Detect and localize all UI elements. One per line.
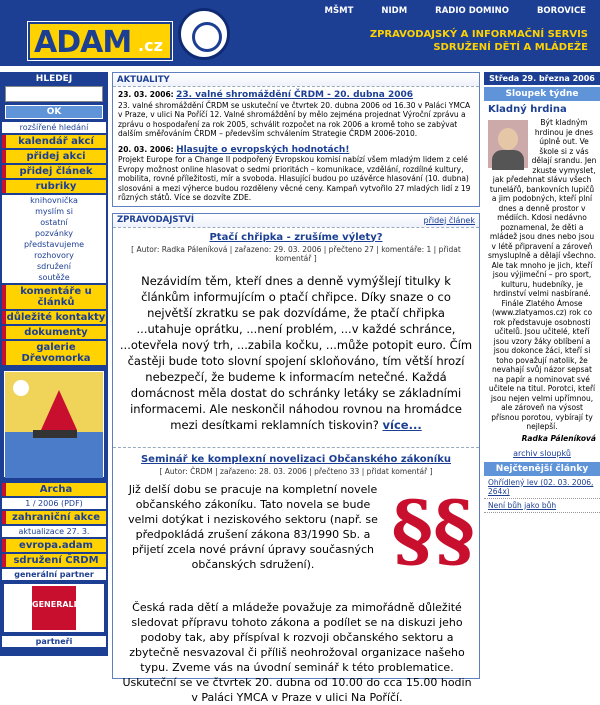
article-title[interactable]: Seminář ke komplexní novelizaci Občanského zákoníku — [140, 453, 451, 465]
news-box — [112, 72, 480, 207]
add-article-link[interactable]: přidej článek — [2, 165, 106, 178]
archa-cover-image[interactable] — [4, 371, 104, 477]
news-text: Projekt Europe for a Change II podpořený Evropskou komisí nabízí všem mladým lidem z celé Evropy možnost online hlasovat o sedmi prioritách – komunikace, vzdělání, rozdílné kultury, mobilita, rovné příležitosti, mír a svoboda. Hlasující budou po uzávěrce hlasování (10. dubna) slosováni a mezi výherce budou rozděleny věcné ceny. Kampaň vytvořilo 27 mladých lidí z 19 různých států. Více se dozvíte ZDE. — [118, 155, 471, 202]
sun-icon — [13, 380, 29, 396]
top-navigation — [325, 6, 586, 16]
logo-text: ADAM — [34, 25, 132, 60]
article-title[interactable]: Ptačí chřipka - zrušíme výlety? — [209, 231, 383, 243]
page-header — [0, 0, 600, 66]
partner-label: generální partner — [2, 569, 106, 580]
read-more-link[interactable]: více... — [382, 417, 422, 432]
article-body — [113, 265, 479, 441]
boat-icon — [33, 430, 77, 438]
sail-icon — [41, 390, 77, 430]
column-header: Sloupek týdne — [484, 87, 600, 101]
nav-borovice[interactable]: BOROVICE — [536, 6, 586, 16]
rubrika-item[interactable]: sdružení — [2, 261, 106, 272]
foreign-events-link[interactable]: zahraniční akce — [2, 511, 106, 524]
documents-link[interactable]: dokumenty — [2, 326, 106, 339]
news-date: 23. 03. 2006: — [118, 90, 174, 99]
news-headline[interactable]: 23. valné shromáždění ČRDM - 20. dubna 2006 — [176, 90, 414, 100]
search-label: HLEDEJ — [35, 74, 73, 84]
news-text: 23. valné shromáždění ČRDM se uskuteční ve čtvrtek 20. dubna 2006 od 16.30 v Paláci YMCA v Praze, v ulici Na Poříčí 12. Valné shromáždění by mělo zejména projednat Výroční zprávu a zprávu o hospodaření za rok 2005, schválit rozpočet na rok 2006 a kromě toho se zabývat dalším směřováním ČRDM – především schválením Strategie ČRDM 2006-2010. — [118, 100, 471, 138]
advanced-search-link[interactable]: rozšířené hledání — [2, 122, 106, 133]
column-author: Radka Páleníková — [521, 433, 596, 443]
column-text: Být kladným hrdinou je dnes úplně out. Ve škole si z vás dělají srandu. Jen zkuste vymyslet, jak předehnat slávu všech tunelářů, bankovních lupičů a jim podobných, kteří plní dnes a denně prostor v médiích. Kdosi nedávno poznamenal, že děti a mládež jsou dnes nebo jsou v létě připravení a zároveň smysluplně a dělají všechno. Ale tak mnoho je jich, kteří jsou výjimeční – pro sport, kulturu, hudebníky, je hrdinství velmi nasbírané. Finále Zlatého Ámose (www.zlatyamos.cz) rok co rok představuje osobnosti učitelů. Jsou učitelé, kteří jsou vzory žáky oblíbení a jsou dokonce žáci, kteří si toho považují natolik, že nevahají svůj názor sepsat na papír a nominovat své učitele na titul. Porotci, kteří jsou nejen velmi upřímnou, ale zároveň na výsost přísnou porotou, vybírají ty nejlepší. — [487, 118, 597, 431]
nav-radio-domino[interactable]: RADIO DOMINO — [435, 6, 509, 16]
author-photo — [488, 120, 528, 168]
news-date: 20. 03. 2006: — [118, 144, 174, 154]
right-sidebar — [484, 72, 600, 656]
articles-box — [112, 213, 480, 704]
rubrika-item[interactable]: myslím si — [2, 206, 106, 217]
site-tagline: ZPRAVODAJSKÝ A INFORMAČNÍ SERVIS SDRUŽENÍ DĚTÍ A MLÁDEŽE — [369, 29, 588, 53]
crdm-link[interactable]: sdružení ČRDM — [2, 554, 106, 567]
contacts-link[interactable]: důležité kontakty — [2, 311, 106, 324]
rubrika-item[interactable]: představujeme — [2, 239, 106, 250]
add-event-link[interactable]: přidej akci — [2, 150, 106, 163]
rubriky-header: rubriky — [2, 180, 106, 193]
column-title: Kladný hrdina — [488, 104, 567, 115]
article-text: Česká rada dětí a mládeže považuje za mimořádně důležité sledovat přípravu tohoto zákona a podílet se na diskuzi jeho podoby tak, aby příspíval k rozvoji občanského sektoru a zbytečně nesvazoval či příliš neohrožoval organizace našeho typu. Zveme vás na úvodní seminář k této problematice. Uskuteční se ve čtvrtek 20. dubna od 10.00 do cca 15.00 hodin v Paláci YMCA v Praze v ulici Na Poříčí. — [122, 600, 472, 704]
logo-tld: .cz — [138, 36, 163, 55]
nav-msmt[interactable]: MŠMT — [324, 6, 354, 16]
articles-title: ZPRAVODAJSTVÍ — [117, 215, 195, 225]
news-item — [113, 87, 479, 142]
news-title: AKTUALITY — [117, 74, 170, 85]
most-read-item[interactable]: Ohřídlený lev (02. 03. 2006, 264x) — [488, 477, 594, 496]
search-input[interactable] — [5, 86, 103, 102]
archa-header: Archa — [2, 483, 106, 496]
most-read-item[interactable]: Není bůh jako bůh — [488, 500, 557, 510]
current-date: Středa 29. března 2006 — [484, 72, 600, 85]
rubrika-item[interactable]: pozvánky — [2, 228, 106, 239]
article-meta: [ Autor: ČRDM | zařazeno: 28. 03. 2006 | přečteno 33 | přidat komentář ] — [159, 466, 433, 476]
rubrika-item[interactable]: rozhovory — [2, 250, 106, 261]
article-meta: [ Autor: Radka Páleníková | zařazeno: 29. 03. 2006 | přečteno 27 | komentáře: 1 | přidat komentář ] — [131, 244, 461, 263]
generali-logo[interactable] — [4, 584, 104, 632]
article-text: Nezávidím těm, kteří dnes a denně vymýšlejí titulky k článkům informujícím o ptačí chřipce. Díky snaze o co největší zkratku se pak dozvídáme, že ptačí chřipka ...utahuje oprátku, ...není problém, ...v každé schránce, ...otevřela nový trh, ...zabila kočku, ...může potopit euro. Čím častěji bude toto slovní spojení skloňováno, tím větší hrozí nebezpečí, že budeme k informacím netečné. Každá domácnost měla dostat do schránky letáky se základními informacemi. Ale neskončil náhodou rovnou na hromádce mezi desítkami reklamních tiskovin? — [119, 273, 473, 432]
comments-link[interactable]: komentáře u článků — [2, 285, 106, 309]
archa-pdf-link[interactable]: 1 / 2006 (PDF) — [2, 498, 106, 509]
news-headline[interactable]: Hlasujte o evropských hodnotách! — [176, 144, 350, 155]
adam-logo[interactable] — [28, 22, 172, 60]
most-read-header: Nejčtenější články — [484, 462, 600, 476]
sea-shape — [5, 432, 103, 478]
search-ok-button[interactable]: OK — [5, 105, 103, 119]
main-content — [112, 72, 480, 704]
column-archive-link[interactable]: archiv sloupků — [513, 448, 571, 458]
partners-label: partneři — [2, 636, 106, 647]
divider — [113, 447, 479, 448]
rubrika-item[interactable]: soutěže — [2, 272, 106, 283]
news-item — [113, 142, 479, 206]
gallery-link[interactable]: galerie Dřevomorka — [2, 341, 106, 365]
article-text: Již delší dobu se pracuje na kompletní novele občanského zákoníku. Tato novela se bude velmi dotýkat i neziskového sektoru (např. se předpokládá zrušení zákona 83/1990 Sb. a přijetí zcela nové právní úpravy současných občanských sdružení). — [128, 482, 378, 571]
update-link[interactable]: aktualizace 27. 3. — [2, 526, 106, 537]
rubrika-item[interactable]: ostatní — [2, 217, 106, 228]
article-body — [113, 478, 479, 704]
add-article-button[interactable]: přidej článek — [423, 215, 475, 225]
rubrika-item[interactable]: knihovnička — [2, 195, 106, 206]
crdm-emblem-icon — [178, 8, 230, 60]
nav-nidm[interactable]: NIDM — [381, 6, 408, 16]
calendar-link[interactable]: kalendář akcí — [2, 135, 106, 148]
paragraph-symbol-icon: §§ — [391, 482, 475, 577]
europa-link[interactable]: evropa.adam — [2, 539, 106, 552]
left-sidebar — [0, 72, 108, 656]
generali-text: GENERALI — [32, 586, 76, 630]
